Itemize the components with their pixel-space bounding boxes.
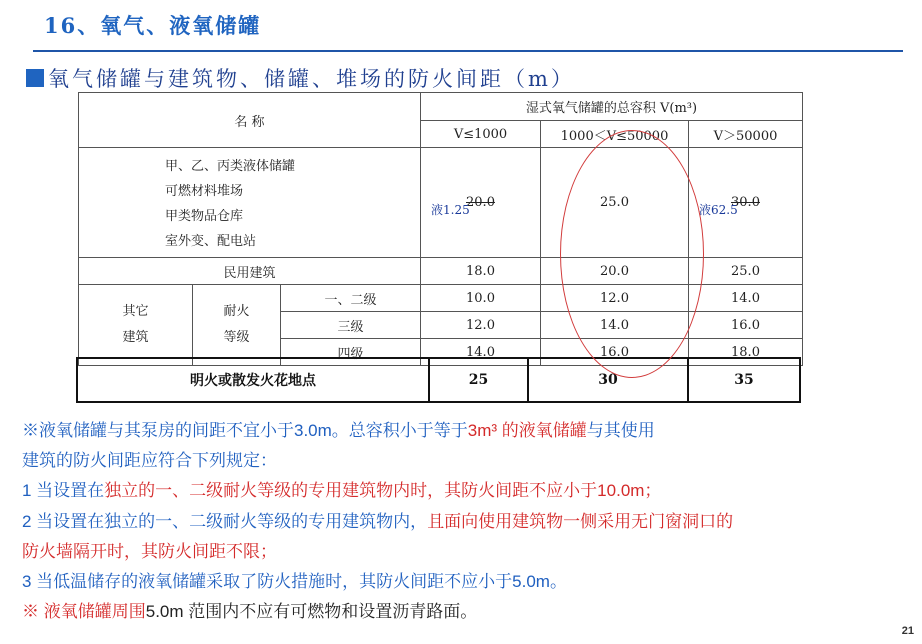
open-fire-label: 明火或散发火花地点 [77, 358, 429, 402]
bullet-square-icon [26, 69, 44, 87]
civil-label: 民用建筑 [79, 258, 421, 285]
grade-3: 三级 [281, 312, 421, 339]
item-substation: 室外变、配电站 [165, 234, 257, 249]
section-heading [26, 63, 575, 93]
note-line-2: 建筑的防火间距应符合下列规定： [22, 451, 277, 471]
grade-4-value-small: 14.0 [421, 339, 541, 366]
civil-value-small: 18.0 [421, 258, 541, 285]
grade-4-value-large: 18.0 [689, 339, 803, 366]
title-divider [33, 50, 903, 52]
other-buildings-label: 其它 建筑 [79, 285, 193, 366]
item-liquid-tank: 甲、乙、丙类液体储罐 [165, 159, 296, 174]
group1-value-medium: 25.0 [541, 148, 689, 258]
note-line-5: 防火墙隔开时，其防火间距不限； [22, 541, 277, 561]
annotation-small: 液1.25 [431, 203, 470, 217]
grade-1-2-value-small: 10.0 [421, 285, 541, 312]
volume-header: 湿式氧气储罐的总容积 V(m³) [421, 93, 803, 121]
note-line-4: 2 当设置在独立的一、二级耐火等级的专用建筑物内，且面向使用建筑物一侧采用无门窗洞口的 [22, 511, 734, 531]
slide-title: 16、氧气、液氧储罐 [44, 13, 262, 38]
open-fire-value-small: 25 [429, 358, 528, 402]
section-subtitle: 氧气储罐与建筑物、储罐、堆场的防火间距（m） [48, 67, 575, 91]
notes-block [22, 416, 922, 627]
note-line-7: ※ 液氧储罐周围5.0m 范围内不应有可燃物和设置沥青路面。 [22, 602, 478, 622]
grade-1-2-value-large: 14.0 [689, 285, 803, 312]
open-fire-table [76, 357, 801, 403]
col-header-medium: 1000＜V≤50000 [541, 121, 689, 148]
grade-4: 四级 [281, 339, 421, 366]
grade-3-value-large: 16.0 [689, 312, 803, 339]
group1-names [79, 148, 421, 258]
fire-rating-label: 耐火 等级 [193, 285, 281, 366]
open-fire-value-large: 35 [688, 358, 800, 402]
grade-4-value-medium: 16.0 [541, 339, 689, 366]
civil-value-medium: 20.0 [541, 258, 689, 285]
col-header-small: V≤1000 [421, 121, 541, 148]
grade-3-value-small: 12.0 [421, 312, 541, 339]
open-fire-value-medium: 30 [528, 358, 688, 402]
note-line-3: 1 当设置在独立的一、二级耐火等级的专用建筑物内时，其防火间距不应小于10.0m； [22, 481, 662, 501]
col-header-large: V＞50000 [689, 121, 803, 148]
civil-value-large: 25.0 [689, 258, 803, 285]
note-line-1: ※液氧储罐与其泵房的间距不宜小于3.0m。总容积小于等于3m³ 的液氧储罐与其使用 [22, 421, 655, 440]
item-material-yard: 可燃材料堆场 [165, 184, 244, 199]
group1-value-large: 30.0 液62.5 [689, 148, 803, 258]
page-number: 21 [901, 625, 914, 637]
annotation-large: 液62.5 [699, 203, 738, 217]
grade-1-2: 一、二级 [281, 285, 421, 312]
group1-value-small: 20.0 液1.25 [421, 148, 541, 258]
highlight-ellipse [560, 130, 704, 378]
grade-1-2-value-medium: 12.0 [541, 285, 689, 312]
grade-3-value-medium: 14.0 [541, 312, 689, 339]
item-warehouse: 甲类物品仓库 [165, 209, 244, 224]
note-line-6: 3 当低温储存的液氧储罐采取了防火措施时，其防火间距不应小于5.0m。 [22, 572, 567, 592]
name-header: 名 称 [79, 93, 421, 148]
